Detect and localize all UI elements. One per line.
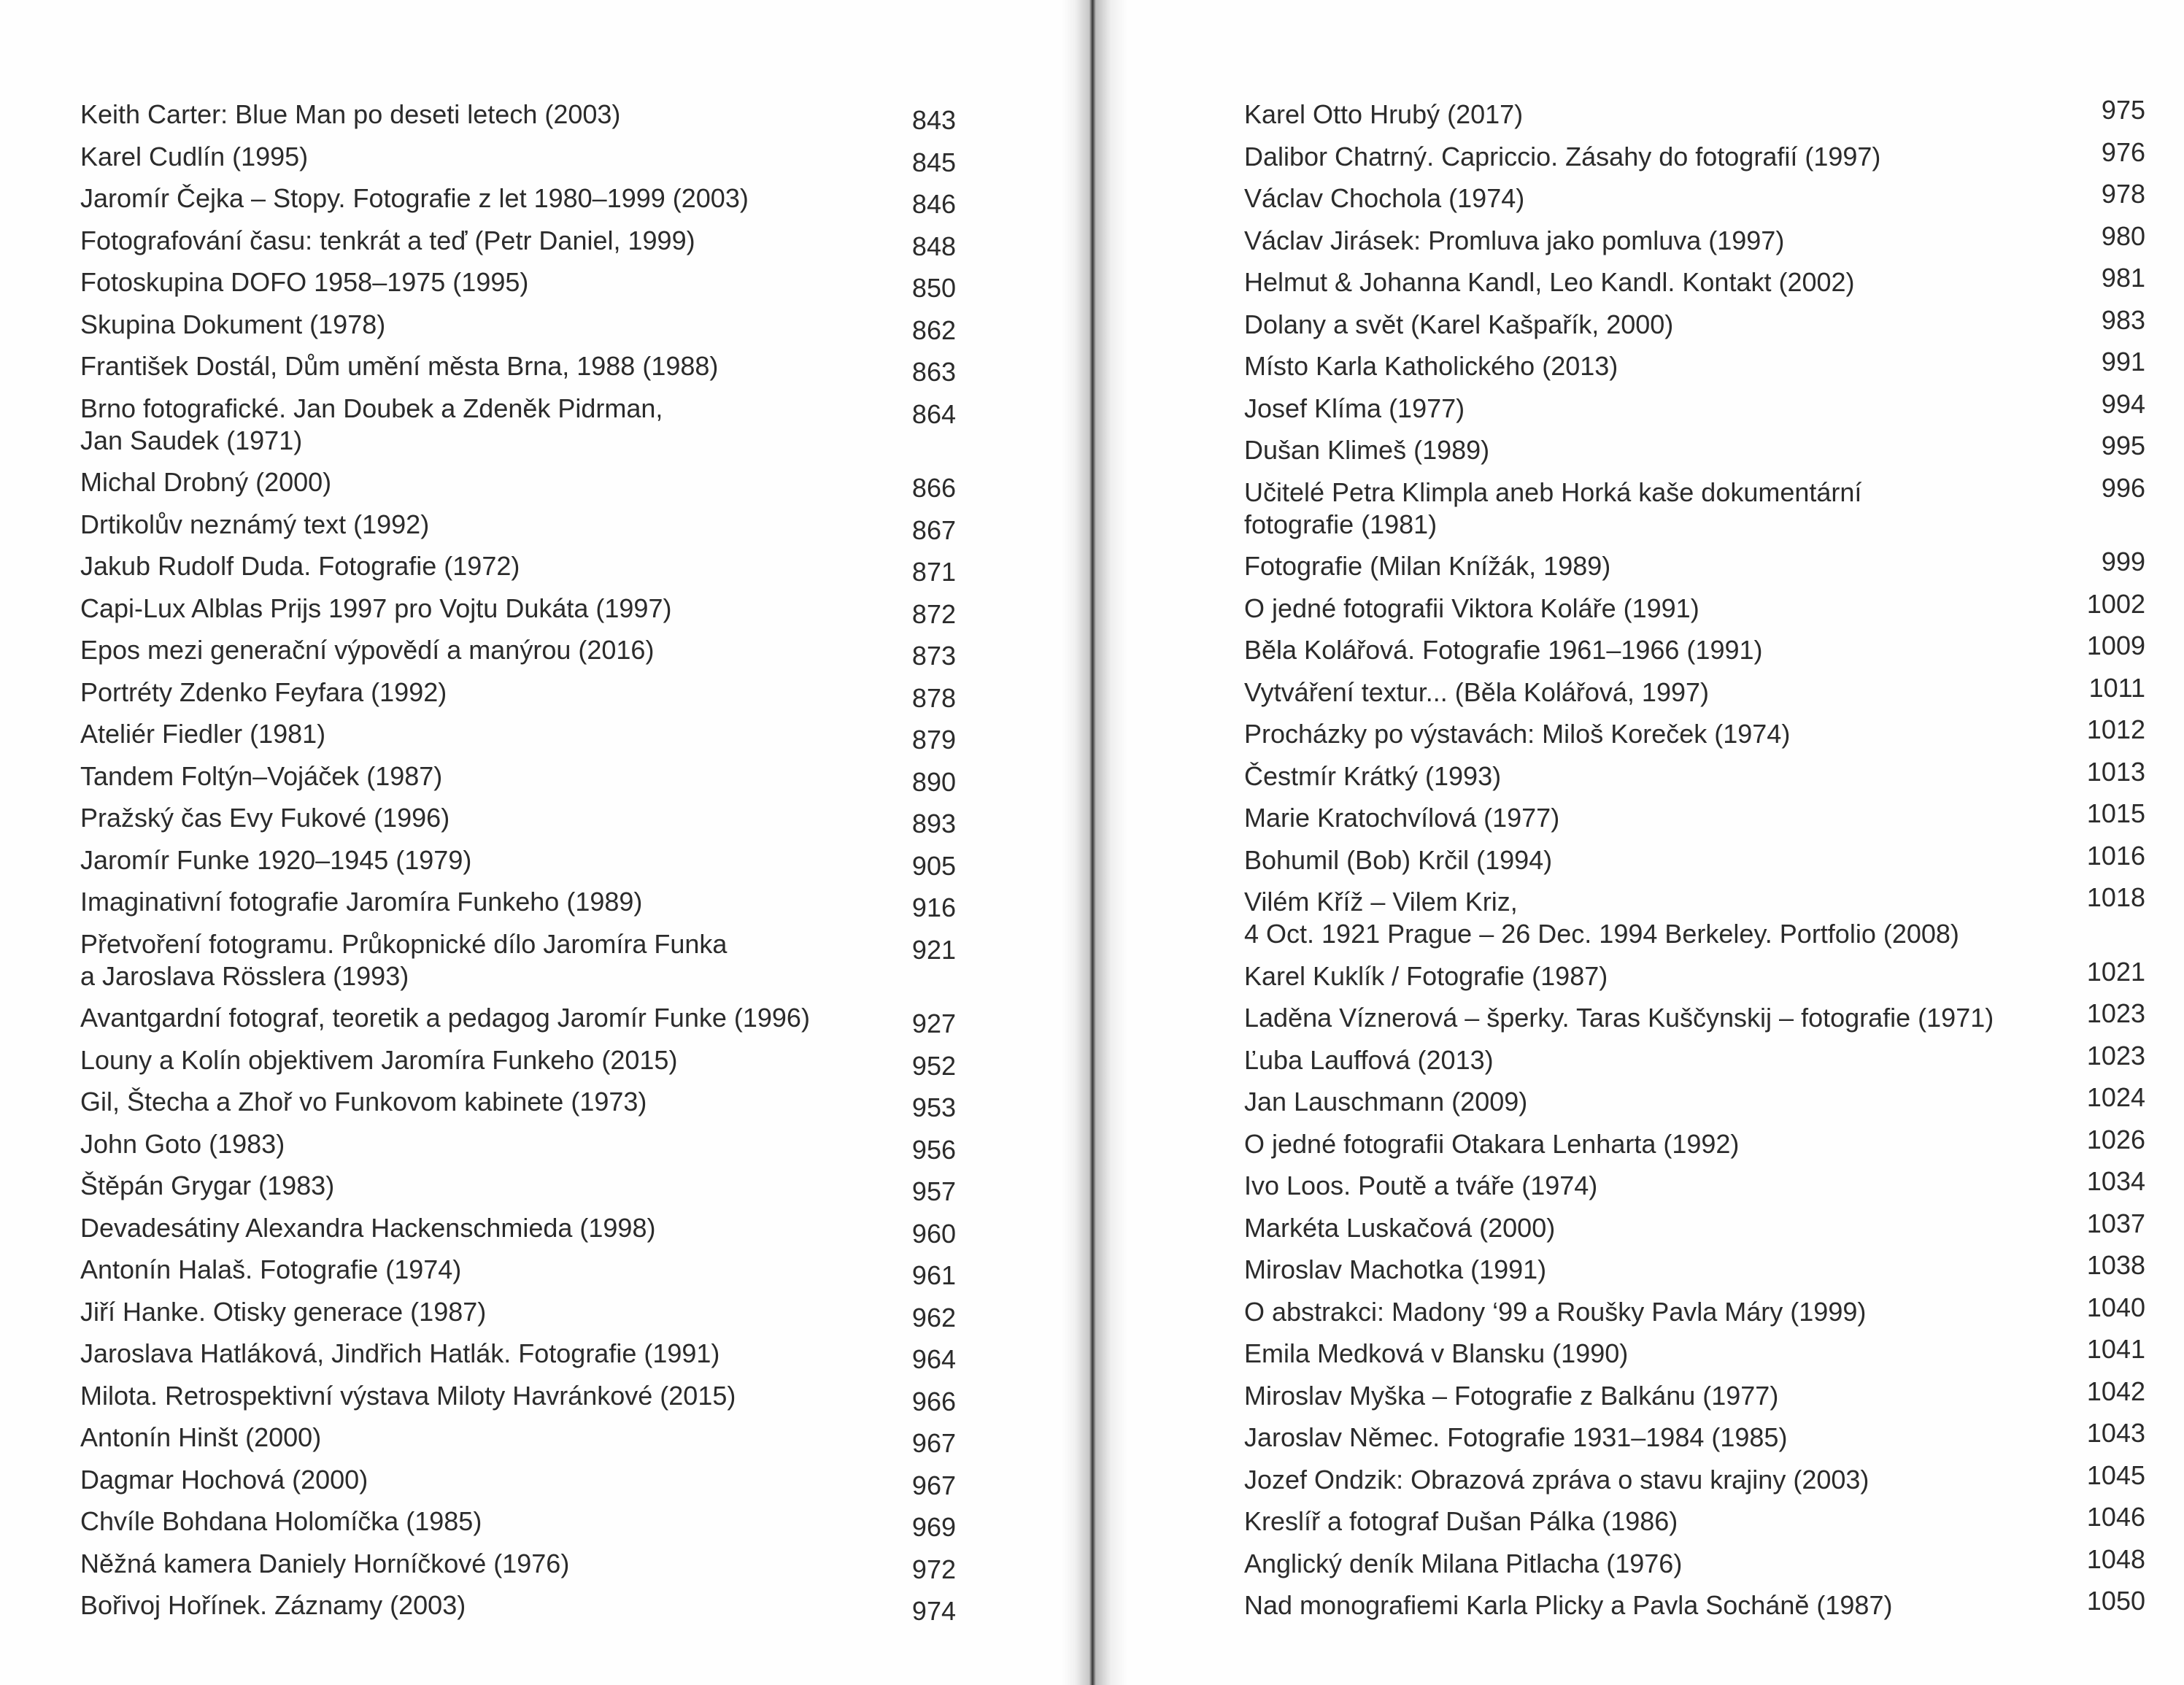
toc-entry-page-number: 1046 — [2086, 1502, 2145, 1532]
toc-entry-title: Drtikolův neznámý text (1992) — [80, 509, 430, 539]
toc-entry-title: Něžná kamera Daniely Horníčkové (1976) — [80, 1548, 570, 1578]
toc-entry-title: Václav Jirásek: Promluva jako pomluva (1997) — [1244, 225, 1785, 255]
toc-entry-page-number: 1034 — [2086, 1166, 2145, 1196]
toc-entry-page-number: 1015 — [2086, 798, 2145, 828]
toc-entry-page-number: 866 — [911, 473, 956, 503]
toc-entry-page-number: 967 — [911, 1470, 956, 1500]
toc-entry-page-number: 872 — [911, 598, 956, 629]
toc-entry — [80, 182, 956, 219]
toc-entry-page-number: 1016 — [2086, 840, 2145, 871]
toc-entry — [80, 634, 956, 671]
toc-entry-title: Bořivoj Hořínek. Záznamy (2003) — [80, 1590, 466, 1620]
toc-entry — [80, 676, 956, 713]
toc-entry-page-number: 969 — [911, 1512, 956, 1542]
toc-entry-title: Portréty Zdenko Feyfara (1992) — [80, 676, 447, 707]
toc-entry-title: Místo Karla Katholického (2013) — [1244, 351, 1618, 381]
toc-entry — [80, 393, 956, 457]
toc-entry-title: Fotografování času: tenkrát a teď (Petr Daniel, 1999) — [80, 225, 695, 255]
toc-entry — [1244, 882, 2145, 950]
toc-entry-page-number: 996 — [2101, 472, 2145, 503]
left-page-contents — [80, 99, 956, 1632]
toc-entry-title: Antonín Halaš. Fotografie (1974) — [80, 1254, 462, 1284]
toc-entry-title: Štěpán Grygar (1983) — [80, 1171, 335, 1200]
toc-entry — [1244, 1292, 2145, 1328]
toc-entry-title: John Goto (1983) — [80, 1128, 285, 1159]
toc-entry-page-number: 991 — [2101, 347, 2145, 377]
toc-entry-page-number: 916 — [911, 892, 956, 922]
toc-entry — [1244, 631, 2145, 666]
toc-entry — [80, 886, 956, 922]
toc-entry — [80, 1422, 956, 1458]
toc-entry-page-number: 972 — [911, 1554, 956, 1584]
toc-entry-title: Dalibor Chatrný. Capriccio. Zásahy do fotografií (1997) — [1244, 141, 1881, 171]
toc-entry-title: Antonín Hinšt (2000) — [80, 1422, 322, 1452]
toc-entry-page-number: 961 — [911, 1260, 956, 1290]
toc-entry — [1244, 1040, 2145, 1076]
toc-entry-page-number: 850 — [911, 273, 956, 303]
toc-entry-page-number: 890 — [911, 766, 956, 797]
toc-entry-title: Vytváření textur... (Běla Kolářová, 1997) — [1244, 676, 1709, 707]
toc-entry-title: Karel Cudlín (1995) — [80, 141, 309, 171]
toc-entry — [80, 1380, 956, 1416]
toc-entry — [1244, 998, 2145, 1034]
toc-entry-title: Ľuba Lauffová (2013) — [1244, 1044, 1494, 1075]
toc-entry — [1244, 472, 2145, 541]
toc-entry-page-number: 978 — [2101, 179, 2145, 209]
toc-entry-title: Nad monografiemi Karla Plicky a Pavla Sochánĕ (1987) — [1244, 1590, 1893, 1620]
toc-entry-title: Dolany a svět (Karel Kašpařík, 2000) — [1244, 309, 1674, 339]
toc-entry — [1244, 1208, 2145, 1244]
toc-entry-page-number: 1024 — [2086, 1082, 2145, 1112]
toc-entry — [1244, 1082, 2145, 1118]
toc-entry-page-number: 1023 — [2086, 998, 2145, 1028]
toc-entry-title: Markéta Luskačová (2000) — [1244, 1212, 1556, 1243]
toc-entry — [80, 309, 956, 345]
toc-entry-title: Karel Otto Hrubý (2017) — [1244, 99, 1524, 129]
toc-entry-page-number: 1038 — [2086, 1250, 2145, 1280]
toc-entry-title: Jaromír Funke 1920–1945 (1979) — [80, 844, 472, 875]
toc-entry — [80, 99, 956, 135]
toc-entry-page-number: 983 — [2101, 304, 2145, 335]
toc-entry-title: Miroslav Myška – Fotografie z Balkánu (1977) — [1244, 1380, 1779, 1411]
toc-entry — [80, 350, 956, 387]
toc-entry — [1244, 1166, 2145, 1202]
toc-entry-page-number: 1012 — [2086, 714, 2145, 744]
toc-entry — [80, 1212, 956, 1249]
toc-entry-title: Dagmar Hochová (2000) — [80, 1464, 368, 1495]
toc-entry — [1244, 547, 2145, 582]
toc-entry — [80, 141, 956, 177]
toc-entry-page-number: 975 — [2101, 95, 2145, 125]
toc-entry-title: Epos mezi generační výpovědí a manýrou (2016) — [80, 635, 655, 665]
toc-entry — [1244, 840, 2145, 876]
toc-entry-title: Učitelé Petra Klimpla aneb Horká kaše dokumentární fotografie (1981) — [1244, 477, 1862, 539]
toc-entry — [1244, 1502, 2145, 1538]
toc-entry-page-number: 893 — [911, 809, 956, 838]
toc-entry-page-number: 1045 — [2086, 1460, 2145, 1490]
toc-entry-title: Dušan Klimeš (1989) — [1244, 435, 1490, 465]
toc-entry — [1244, 588, 2145, 625]
toc-entry-page-number: 1013 — [2086, 756, 2145, 787]
toc-entry-title: Helmut & Johanna Kandl, Leo Kandl. Kontakt (2002) — [1244, 267, 1855, 297]
toc-entry — [80, 1086, 956, 1122]
toc-entry — [1244, 1543, 2145, 1580]
toc-entry — [80, 1044, 956, 1081]
toc-entry — [80, 1464, 956, 1500]
toc-entry-title: Jan Lauschmann (2009) — [1244, 1087, 1528, 1117]
toc-entry-title: František Dostál, Dům umění města Brna, 1988 (1988) — [80, 351, 719, 381]
toc-entry-title: O abstrakci: Madony ‘99 a Roušky Pavla Máry (1999) — [1244, 1296, 1867, 1327]
toc-entry-page-number: 962 — [911, 1302, 956, 1333]
toc-entry-title: Chvíle Bohdana Holomíčka (1985) — [80, 1506, 482, 1536]
toc-entry-page-number: 1011 — [2088, 672, 2145, 703]
toc-entry — [80, 1254, 956, 1290]
toc-entry-page-number: 905 — [911, 850, 956, 881]
toc-entry-page-number: 974 — [911, 1596, 956, 1626]
toc-entry-page-number: 863 — [911, 357, 956, 387]
toc-entry-title: Bohumil (Bob) Krčil (1994) — [1244, 844, 1553, 875]
toc-entry — [80, 225, 956, 261]
toc-entry-title: Pražský čas Evy Fukové (1996) — [80, 803, 450, 833]
toc-entry-page-number: 927 — [911, 1009, 956, 1038]
toc-entry-page-number: 1050 — [2086, 1586, 2145, 1616]
toc-entry-title: Anglický deník Milana Pitlacha (1976) — [1244, 1548, 1683, 1578]
toc-entry — [1244, 798, 2145, 834]
toc-entry — [80, 509, 956, 545]
toc-entry-page-number: 1018 — [2086, 882, 2145, 912]
toc-entry — [80, 1548, 956, 1584]
toc-entry-page-number: 995 — [2101, 431, 2145, 460]
toc-entry-page-number: 873 — [911, 641, 956, 671]
toc-entry — [80, 266, 956, 303]
toc-entry-title: Gil, Štecha a Zhoř vo Funkovom kabinete (1973) — [80, 1087, 647, 1117]
toc-entry-page-number: 1042 — [2086, 1376, 2145, 1406]
toc-entry — [1244, 179, 2145, 215]
toc-entry — [80, 760, 956, 797]
toc-entry — [80, 802, 956, 838]
toc-entry-title: Ivo Loos. Poutě a tváře (1974) — [1244, 1171, 1598, 1200]
toc-entry-title: Jiří Hanke. Otisky generace (1987) — [80, 1296, 487, 1327]
toc-entry — [1244, 756, 2145, 793]
toc-entry-page-number: 1023 — [2086, 1040, 2145, 1071]
toc-entry-page-number: 981 — [2101, 263, 2145, 293]
toc-entry-page-number: 843 — [911, 105, 956, 135]
toc-entry-page-number: 957 — [911, 1176, 956, 1206]
toc-entry-title: Čestmír Krátký (1993) — [1244, 760, 1502, 791]
toc-entry-page-number: 1043 — [2086, 1418, 2145, 1448]
toc-entry-title: Jozef Ondzik: Obrazová zpráva o stavu krajiny (2003) — [1244, 1464, 1869, 1495]
toc-entry-title: Milota. Retrospektivní výstava Miloty Havránkové (2015) — [80, 1380, 736, 1411]
toc-entry-title: Emila Medková v Blansku (1990) — [1244, 1338, 1629, 1368]
toc-entry-page-number: 867 — [911, 514, 956, 545]
toc-entry — [1244, 304, 2145, 341]
toc-entry-page-number: 980 — [2101, 220, 2145, 251]
toc-entry — [1244, 347, 2145, 382]
toc-entry-title: Jaroslav Němec. Fotografie 1931–1984 (1985) — [1244, 1422, 1788, 1452]
toc-entry — [1244, 220, 2145, 257]
toc-entry-page-number: 921 — [911, 934, 956, 965]
toc-entry-title: Josef Klíma (1977) — [1244, 393, 1465, 423]
toc-entry — [1244, 1376, 2145, 1412]
toc-entry-page-number: 966 — [911, 1386, 956, 1416]
toc-entry-title: O jedné fotografii Viktora Koláře (1991) — [1244, 593, 1699, 623]
toc-entry — [80, 1296, 956, 1333]
toc-entry-page-number: 871 — [911, 557, 956, 587]
toc-entry — [1244, 956, 2145, 992]
toc-entry — [80, 466, 956, 503]
toc-entry — [1244, 1250, 2145, 1286]
toc-entry-title: Jaroslava Hatláková, Jindřich Hatlák. Fotografie (1991) — [80, 1338, 720, 1368]
toc-entry — [80, 718, 956, 755]
toc-entry — [1244, 388, 2145, 425]
toc-entry-page-number: 1026 — [2086, 1124, 2145, 1154]
toc-entry — [80, 1170, 956, 1206]
toc-entry-title: Ateliér Fiedler (1981) — [80, 719, 326, 749]
toc-entry-title: Karel Kuklík / Fotografie (1987) — [1244, 960, 1608, 991]
toc-entry — [1244, 1586, 2145, 1622]
toc-entry-title: Fotografie (Milan Knížák, 1989) — [1244, 551, 1611, 581]
toc-entry — [1244, 1460, 2145, 1496]
toc-entry — [1244, 95, 2145, 131]
toc-entry — [1244, 1418, 2145, 1454]
book-gutter — [1062, 0, 1127, 1685]
toc-entry-title: Běla Kolářová. Fotografie 1961–1966 (1991) — [1244, 635, 1763, 665]
toc-entry-title: Brno fotografické. Jan Doubek a Zdeněk Pidrman, Jan Saudek (1971) — [80, 393, 663, 455]
toc-entry-title: Jakub Rudolf Duda. Fotografie (1972) — [80, 551, 520, 581]
right-page-contents — [1244, 95, 2145, 1632]
toc-entry-page-number: 960 — [911, 1218, 956, 1249]
toc-entry — [80, 593, 956, 629]
toc-entry-page-number: 1040 — [2086, 1292, 2145, 1322]
toc-entry — [80, 550, 956, 587]
toc-entry — [1244, 1124, 2145, 1160]
toc-entry-title: Laděna Víznerová – šperky. Taras Kuščynskij – fotografie (1971) — [1244, 1003, 1994, 1033]
toc-entry-page-number: 1041 — [2086, 1334, 2145, 1364]
toc-entry — [80, 1002, 956, 1038]
toc-entry-page-number: 994 — [2101, 388, 2145, 419]
toc-entry-title: Fotoskupina DOFO 1958–1975 (1995) — [80, 267, 529, 297]
toc-entry-page-number: 953 — [911, 1092, 956, 1122]
toc-entry — [1244, 672, 2145, 709]
toc-entry-title: Marie Kratochvílová (1977) — [1244, 803, 1560, 833]
toc-entry-title: Keith Carter: Blue Man po deseti letech (2003) — [80, 99, 621, 129]
toc-entry-title: Tandem Foltýn–Vojáček (1987) — [80, 760, 443, 791]
toc-entry-page-number: 1048 — [2086, 1543, 2145, 1574]
toc-entry-title: Capi-Lux Alblas Prijs 1997 pro Vojtu Dukáta (1997) — [80, 593, 672, 623]
toc-entry-page-number: 967 — [911, 1428, 956, 1458]
toc-entry-page-number: 976 — [2101, 136, 2145, 167]
toc-entry-page-number: 1002 — [2086, 588, 2145, 619]
toc-entry-title: Jaromír Čejka – Stopy. Fotografie z let 1980–1999 (2003) — [80, 183, 749, 213]
toc-entry-page-number: 845 — [911, 147, 956, 177]
toc-entry — [80, 1505, 956, 1542]
toc-entry-page-number: 956 — [911, 1134, 956, 1165]
toc-entry-title: Imaginativní fotografie Jaromíra Funkeho (1989) — [80, 887, 643, 917]
toc-entry-page-number: 864 — [911, 398, 956, 429]
toc-entry-title: Kreslíř a fotograf Dušan Pálka (1986) — [1244, 1506, 1678, 1536]
toc-entry — [1244, 263, 2145, 298]
toc-entry — [1244, 431, 2145, 466]
toc-entry-page-number: 846 — [911, 189, 956, 219]
toc-entry — [1244, 136, 2145, 173]
toc-entry-page-number: 862 — [911, 315, 956, 345]
toc-entry-page-number: 1037 — [2086, 1208, 2145, 1238]
toc-entry — [1244, 1334, 2145, 1370]
toc-entry — [80, 1338, 956, 1374]
toc-entry-page-number: 964 — [911, 1344, 956, 1374]
toc-entry-page-number: 999 — [2101, 547, 2145, 577]
toc-entry-title: Procházky po výstavách: Miloš Koreček (1974) — [1244, 719, 1791, 749]
toc-entry — [80, 928, 956, 992]
toc-entry — [80, 844, 956, 881]
toc-entry-page-number: 952 — [911, 1050, 956, 1081]
toc-entry-title: Přetvoření fotogramu. Průkopnické dílo Jaromíra Funka a Jaroslava Rösslera (1993) — [80, 928, 728, 991]
toc-entry-page-number: 848 — [911, 231, 956, 261]
toc-entry — [80, 1589, 956, 1626]
toc-entry-title: O jedné fotografii Otakara Lenharta (1992) — [1244, 1128, 1740, 1159]
toc-entry — [1244, 714, 2145, 750]
toc-entry-title: Václav Chochola (1974) — [1244, 183, 1525, 213]
toc-entry-title: Avantgardní fotograf, teoretik a pedagog Jaromír Funke (1996) — [80, 1003, 810, 1033]
toc-entry-title: Vilém Kříž – Vilem Kriz, 4 Oct. 1921 Prague – 26 Dec. 1994 Berkeley. Portfolio (2008) — [1244, 887, 1959, 949]
toc-entry-title: Skupina Dokument (1978) — [80, 309, 386, 339]
toc-entry-title: Miroslav Machotka (1991) — [1244, 1254, 1547, 1284]
toc-entry-title: Louny a Kolín objektivem Jaromíra Funkeho (2015) — [80, 1044, 678, 1075]
toc-entry — [80, 1128, 956, 1165]
toc-entry-title: Devadesátiny Alexandra Hackenschmieda (1998) — [80, 1212, 656, 1243]
toc-entry-title: Michal Drobný (2000) — [80, 467, 332, 497]
toc-entry-page-number: 878 — [911, 682, 956, 713]
toc-entry-page-number: 1021 — [2086, 956, 2145, 987]
toc-entry-page-number: 879 — [911, 725, 956, 755]
toc-entry-page-number: 1009 — [2086, 631, 2145, 660]
